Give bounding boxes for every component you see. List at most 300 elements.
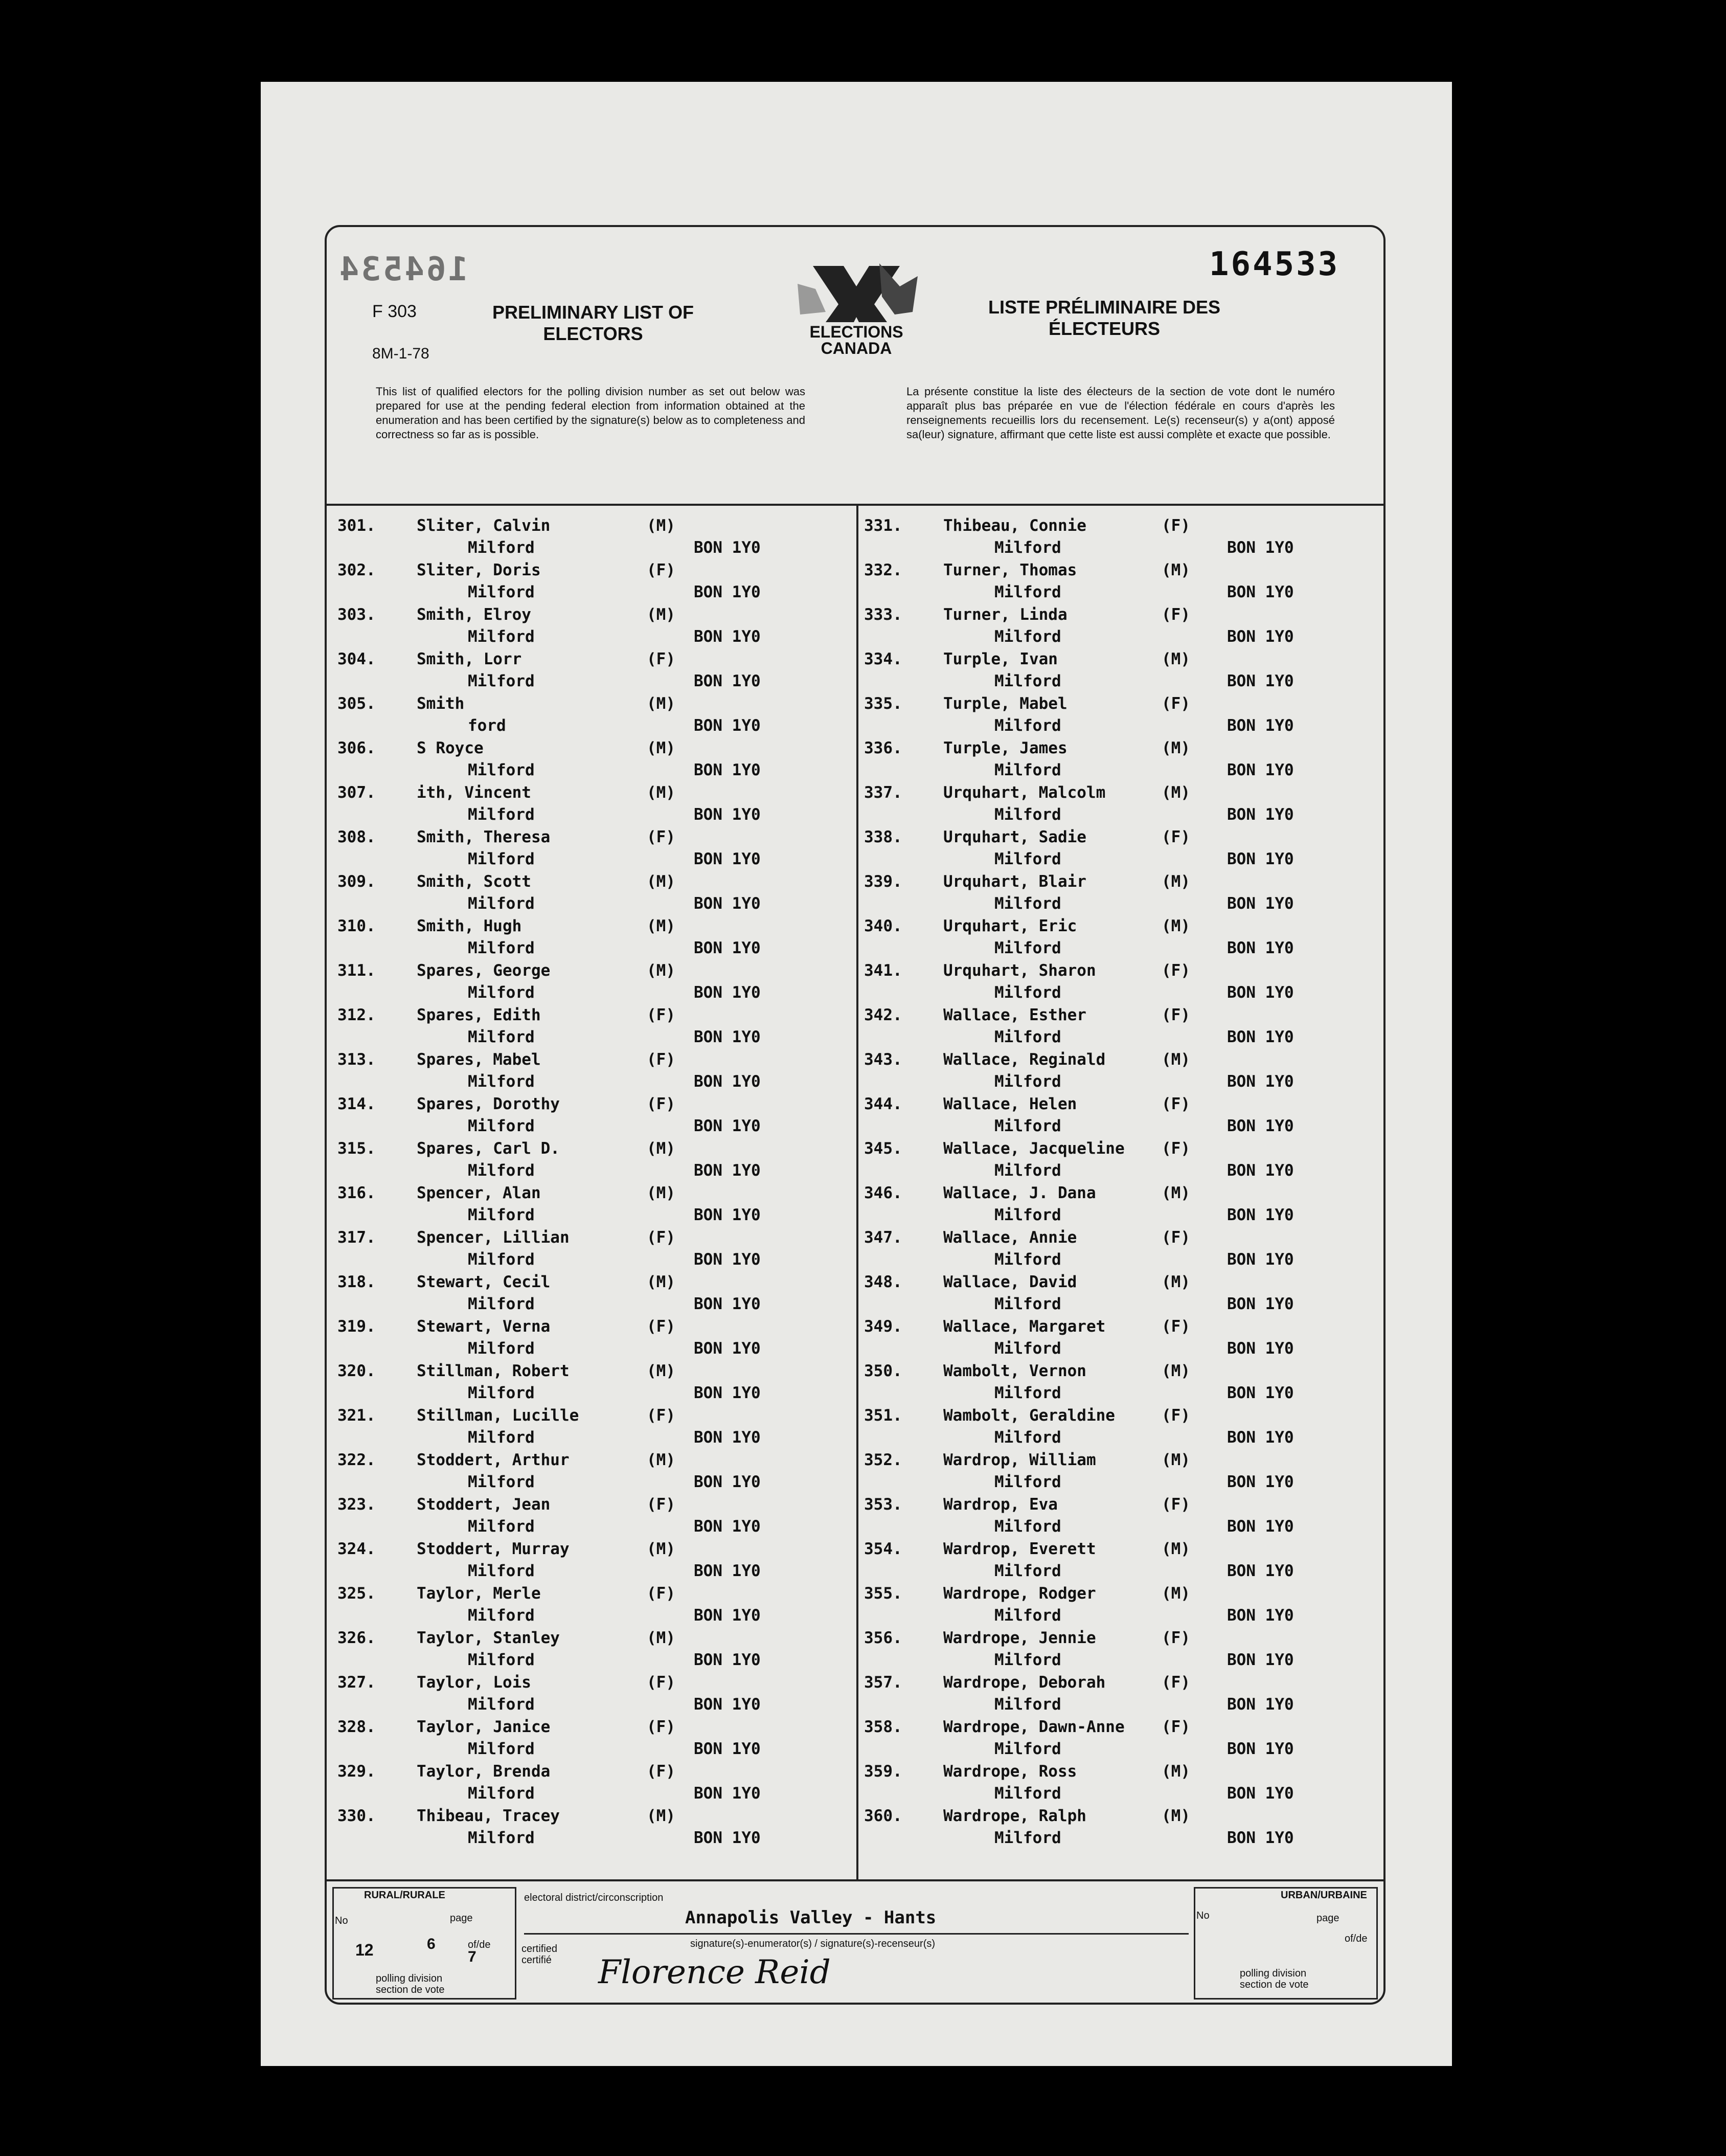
elector-entry <box>864 1629 1380 1673</box>
entry-town: Milford <box>994 761 1061 779</box>
entry-number: 317. <box>337 1228 376 1247</box>
entry-town: Milford <box>994 894 1061 913</box>
entry-town: Milford <box>468 1295 535 1313</box>
entry-number: 313. <box>337 1050 376 1069</box>
entry-sex: (M) <box>647 1451 675 1469</box>
entry-number: 326. <box>337 1629 376 1647</box>
elector-entry <box>337 1495 849 1540</box>
entry-postal-code: BON 1Y0 <box>694 761 761 779</box>
entry-number: 347. <box>864 1228 902 1247</box>
entry-number: 330. <box>337 1807 376 1825</box>
elector-entry <box>864 783 1380 828</box>
entry-postal-code: BON 1Y0 <box>1227 1517 1294 1536</box>
entry-postal-code: BON 1Y0 <box>694 1784 761 1803</box>
elector-entry <box>864 1184 1380 1228</box>
entry-name: Urquhart, Malcolm <box>943 783 1106 802</box>
entry-town: Milford <box>468 894 535 913</box>
entry-number: 360. <box>864 1807 902 1825</box>
district-underline <box>524 1933 1189 1935</box>
entry-sex: (M) <box>647 739 675 757</box>
entry-postal-code: BON 1Y0 <box>1227 805 1294 824</box>
elector-entry <box>337 1362 849 1406</box>
urban-no-label: No <box>1196 1910 1210 1921</box>
header-divider <box>325 504 1386 506</box>
entry-town: Milford <box>468 1072 535 1091</box>
elector-entry <box>337 828 849 872</box>
entry-number: 328. <box>337 1718 376 1736</box>
entry-postal-code: BON 1Y0 <box>694 1295 761 1313</box>
entry-number: 315. <box>337 1139 376 1158</box>
elector-entry <box>337 1673 849 1718</box>
entry-postal-code: BON 1Y0 <box>694 1562 761 1580</box>
elector-entry <box>864 650 1380 694</box>
entry-sex: (F) <box>1162 516 1190 535</box>
entry-postal-code: BON 1Y0 <box>694 1117 761 1135</box>
entry-town: Milford <box>994 1651 1061 1669</box>
title-french: LISTE PRÉLIMINAIRE DES ÉLECTEURS <box>988 297 1221 339</box>
entry-name: Urquhart, Blair <box>943 872 1086 891</box>
entry-name: Spares, George <box>417 961 551 980</box>
entry-number: 358. <box>864 1718 902 1736</box>
entry-name: Taylor, Stanley <box>417 1629 560 1647</box>
entry-sex: (F) <box>647 1762 675 1781</box>
entry-number: 353. <box>864 1495 902 1514</box>
entry-postal-code: BON 1Y0 <box>694 939 761 957</box>
form-date: 8M-1-78 <box>372 345 429 362</box>
entry-number: 305. <box>337 694 376 713</box>
elector-entry <box>337 1584 849 1629</box>
entry-number: 348. <box>864 1273 902 1291</box>
entry-postal-code: BON 1Y0 <box>1227 672 1294 690</box>
elector-entry <box>864 516 1380 561</box>
entry-town: Milford <box>468 1117 535 1135</box>
entry-town: Milford <box>468 538 535 557</box>
entry-number: 351. <box>864 1406 902 1425</box>
entry-number: 345. <box>864 1139 902 1158</box>
elector-entry <box>864 694 1380 739</box>
entry-sex: (M) <box>647 1807 675 1825</box>
entry-number: 309. <box>337 872 376 891</box>
entry-number: 303. <box>337 605 376 624</box>
entry-postal-code: BON 1Y0 <box>1227 716 1294 735</box>
entry-postal-code: BON 1Y0 <box>694 1072 761 1091</box>
entry-number: 333. <box>864 605 902 624</box>
entry-postal-code: BON 1Y0 <box>1227 1117 1294 1135</box>
entry-number: 336. <box>864 739 902 757</box>
entry-postal-code: BON 1Y0 <box>694 1651 761 1669</box>
entry-town: Milford <box>994 1473 1061 1491</box>
elector-entry <box>337 1762 849 1807</box>
entry-number: 342. <box>864 1006 902 1024</box>
entry-town: Milford <box>994 1117 1061 1135</box>
entry-sex: (M) <box>647 1540 675 1558</box>
elector-entry <box>337 516 849 561</box>
entry-postal-code: BON 1Y0 <box>1227 894 1294 913</box>
entry-town: Milford <box>468 1428 535 1447</box>
elector-entry <box>337 1050 849 1095</box>
entry-town: Milford <box>468 1695 535 1714</box>
entry-sex: (F) <box>1162 828 1190 846</box>
entry-sex: (M) <box>1162 1540 1190 1558</box>
intro-french: La présente constitue la liste des électeurs de la section de vote dont le numéro apparaît plus bas préparée en vue de l'élection fédérale en cours d'après les renseignements recueillis lors du recensement. Le(s) recenseur(s) y a(ont) apposé sa(leur) signature, affirmant que cette liste est aussi complète et exacte que possible. <box>906 385 1335 441</box>
entry-sex: (F) <box>647 1228 675 1247</box>
entry-postal-code: BON 1Y0 <box>1227 1829 1294 1847</box>
entry-name: Smith, Hugh <box>417 917 522 935</box>
entry-sex: (F) <box>1162 1139 1190 1158</box>
entry-postal-code: BON 1Y0 <box>1227 583 1294 601</box>
entry-sex: (F) <box>647 1406 675 1425</box>
entry-sex: (F) <box>1162 1495 1190 1514</box>
entry-town: Milford <box>994 1784 1061 1803</box>
entry-number: 316. <box>337 1184 376 1202</box>
entry-sex: (F) <box>1162 1228 1190 1247</box>
entry-sex: (M) <box>1162 1807 1190 1825</box>
entry-name: Urquhart, Eric <box>943 917 1077 935</box>
entry-number: 349. <box>864 1317 902 1336</box>
entry-town: Milford <box>468 1473 535 1491</box>
entry-name: Wardrop, William <box>943 1451 1096 1469</box>
entry-number: 304. <box>337 650 376 668</box>
entry-town: Milford <box>468 1028 535 1046</box>
entry-town: Milford <box>994 1161 1061 1180</box>
entry-name: Wallace, Jacqueline <box>943 1139 1125 1158</box>
elector-entry <box>337 1451 849 1495</box>
entry-postal-code: BON 1Y0 <box>694 627 761 646</box>
elector-entry <box>337 1184 849 1228</box>
entry-sex: (F) <box>1162 1317 1190 1336</box>
district-name: Annapolis Valley - Hants <box>685 1907 937 1928</box>
urban-label: URBAN/URBAINE <box>1281 1890 1367 1901</box>
entry-sex: (M) <box>647 605 675 624</box>
entry-postal-code: BON 1Y0 <box>1227 1740 1294 1758</box>
urban-polling-label: polling division section de vote <box>1240 1968 1309 1990</box>
entry-postal-code: BON 1Y0 <box>694 583 761 601</box>
entry-sex: (F) <box>1162 694 1190 713</box>
entry-town: Milford <box>468 1740 535 1758</box>
entry-name: Wardrop, Eva <box>943 1495 1058 1514</box>
elector-entry <box>864 1095 1380 1139</box>
logo-text-line1: ELECTIONS <box>809 323 903 341</box>
entry-postal-code: BON 1Y0 <box>694 538 761 557</box>
elector-entry <box>864 828 1380 872</box>
elector-entry <box>864 1006 1380 1050</box>
entry-number: 318. <box>337 1273 376 1291</box>
entry-town: Milford <box>468 672 535 690</box>
entry-postal-code: BON 1Y0 <box>694 1161 761 1180</box>
elector-entry <box>864 561 1380 605</box>
entry-postal-code: BON 1Y0 <box>694 1695 761 1714</box>
entry-name: Wardrop, Everett <box>943 1540 1096 1558</box>
entry-town: Milford <box>468 1250 535 1269</box>
entry-sex: (F) <box>647 1095 675 1113</box>
entry-sex: (M) <box>1162 1362 1190 1380</box>
entry-name: Smith, Theresa <box>417 828 551 846</box>
elector-entry <box>864 1228 1380 1273</box>
entry-postal-code: BON 1Y0 <box>1227 1250 1294 1269</box>
entry-name: Stewart, Cecil <box>417 1273 551 1291</box>
entry-number: 332. <box>864 561 902 579</box>
entry-town: Milford <box>468 939 535 957</box>
elector-entry <box>864 1718 1380 1762</box>
enumerator-signature: Florence Reid <box>598 1953 831 1991</box>
entry-postal-code: BON 1Y0 <box>1227 1651 1294 1669</box>
elector-entry <box>864 1139 1380 1184</box>
elector-entry <box>337 739 849 783</box>
entry-name: Wallace, Helen <box>943 1095 1077 1113</box>
entry-town: Milford <box>994 1695 1061 1714</box>
entry-postal-code: BON 1Y0 <box>694 1339 761 1358</box>
entry-name: Wardrope, Ralph <box>943 1807 1086 1825</box>
entry-postal-code: BON 1Y0 <box>1227 983 1294 1002</box>
entry-town: Milford <box>994 1384 1061 1402</box>
serial-number-ghost: 164534 <box>337 251 468 288</box>
entry-town: Milford <box>994 1339 1061 1358</box>
entry-sex: (M) <box>1162 561 1190 579</box>
entry-name: Spares, Edith <box>417 1006 541 1024</box>
entry-postal-code: BON 1Y0 <box>1227 1695 1294 1714</box>
entry-postal-code: BON 1Y0 <box>1227 1339 1294 1358</box>
entry-sex: (M) <box>1162 1273 1190 1291</box>
entry-town: Milford <box>468 627 535 646</box>
entry-postal-code: BON 1Y0 <box>694 1028 761 1046</box>
entry-postal-code: BON 1Y0 <box>694 1428 761 1447</box>
entry-name: Spares, Mabel <box>417 1050 541 1069</box>
entry-name: Wallace, Annie <box>943 1228 1077 1247</box>
entry-town: Milford <box>994 627 1061 646</box>
elector-entry <box>337 605 849 650</box>
entry-name: Wardrope, Dawn-Anne <box>943 1718 1125 1736</box>
district-label: electoral district/circonscription <box>524 1892 664 1903</box>
entry-town: Milford <box>994 1740 1061 1758</box>
elector-entry <box>864 1762 1380 1807</box>
elector-entry <box>864 739 1380 783</box>
entry-town: Milford <box>994 716 1061 735</box>
entry-name: Wambolt, Vernon <box>943 1362 1086 1380</box>
entry-number: 319. <box>337 1317 376 1336</box>
page-number: 6 <box>427 1936 436 1952</box>
entry-sex: (M) <box>1162 872 1190 891</box>
entry-town: Milford <box>468 583 535 601</box>
entry-name: Wallace, J. Dana <box>943 1184 1096 1202</box>
entry-town: Milford <box>994 939 1061 957</box>
entry-sex: (M) <box>647 961 675 980</box>
entry-number: 346. <box>864 1184 902 1202</box>
entry-number: 329. <box>337 1762 376 1781</box>
title-english: PRELIMINARY LIST OF ELECTORS <box>492 302 694 344</box>
entry-postal-code: BON 1Y0 <box>1227 627 1294 646</box>
entry-town: Milford <box>994 1295 1061 1313</box>
entry-town: ford <box>468 716 506 735</box>
entry-postal-code: BON 1Y0 <box>1227 1384 1294 1402</box>
entry-sex: (M) <box>1162 1050 1190 1069</box>
entry-town: Milford <box>994 1028 1061 1046</box>
entry-town: Milford <box>468 983 535 1002</box>
entry-name: Stoddert, Arthur <box>417 1451 570 1469</box>
entry-town: Milford <box>994 1829 1061 1847</box>
entry-number: 311. <box>337 961 376 980</box>
entry-name: Urquhart, Sharon <box>943 961 1096 980</box>
elector-entry <box>864 1273 1380 1317</box>
entry-name: Smith, Scott <box>417 872 531 891</box>
elector-entry <box>864 1317 1380 1362</box>
elector-entry <box>337 961 849 1006</box>
entry-name: Smith <box>417 694 465 713</box>
entry-postal-code: BON 1Y0 <box>1227 1473 1294 1491</box>
entry-name: Urquhart, Sadie <box>943 828 1086 846</box>
entry-number: 306. <box>337 739 376 757</box>
elector-entry <box>864 1673 1380 1718</box>
elector-entry <box>337 1139 849 1184</box>
entry-name: Wardrope, Deborah <box>943 1673 1106 1692</box>
entry-postal-code: BON 1Y0 <box>1227 1295 1294 1313</box>
entry-number: 302. <box>337 561 376 579</box>
entry-sex: (M) <box>647 1273 675 1291</box>
entry-town: Milford <box>468 1606 535 1625</box>
entry-name: Stoddert, Jean <box>417 1495 551 1514</box>
entry-town: Milford <box>994 1606 1061 1625</box>
entry-sex: (F) <box>1162 1718 1190 1736</box>
elector-entry <box>337 561 849 605</box>
entry-name: Smith, Elroy <box>417 605 531 624</box>
entry-number: 350. <box>864 1362 902 1380</box>
entry-town: Milford <box>468 1161 535 1180</box>
entry-number: 331. <box>864 516 902 535</box>
entry-town: Milford <box>468 850 535 868</box>
entry-town: Milford <box>994 1072 1061 1091</box>
entry-postal-code: BON 1Y0 <box>1227 1028 1294 1046</box>
entry-postal-code: BON 1Y0 <box>1227 761 1294 779</box>
entry-sex: (F) <box>647 1006 675 1024</box>
entry-sex: (M) <box>647 694 675 713</box>
entry-town: Milford <box>468 1206 535 1224</box>
entry-sex: (F) <box>647 1718 675 1736</box>
entry-postal-code: BON 1Y0 <box>1227 1784 1294 1803</box>
rural-page-label: page <box>450 1913 473 1924</box>
entry-town: Milford <box>994 1562 1061 1580</box>
entry-number: 310. <box>337 917 376 935</box>
entry-number: 343. <box>864 1050 902 1069</box>
entry-name: Turple, James <box>943 739 1068 757</box>
entry-name: Spares, Carl D. <box>417 1139 560 1158</box>
entry-postal-code: BON 1Y0 <box>1227 1161 1294 1180</box>
entry-name: Wambolt, Geraldine <box>943 1406 1115 1425</box>
elector-entry <box>337 650 849 694</box>
elector-entry <box>337 1095 849 1139</box>
entry-name: Wardrope, Ross <box>943 1762 1077 1781</box>
entry-name: Sliter, Calvin <box>417 516 551 535</box>
entry-town: Milford <box>468 1339 535 1358</box>
entry-postal-code: BON 1Y0 <box>1227 850 1294 868</box>
entry-postal-code: BON 1Y0 <box>1227 1428 1294 1447</box>
entry-sex: (F) <box>1162 605 1190 624</box>
logo-mark-icon <box>777 256 936 363</box>
entry-sex: (F) <box>1162 961 1190 980</box>
entry-number: 337. <box>864 783 902 802</box>
entry-number: 324. <box>337 1540 376 1558</box>
entry-name: Wallace, Margaret <box>943 1317 1106 1336</box>
entry-sex: (F) <box>1162 1673 1190 1692</box>
entry-name: Turple, Mabel <box>943 694 1068 713</box>
entry-number: 356. <box>864 1629 902 1647</box>
entry-postal-code: BON 1Y0 <box>1227 1562 1294 1580</box>
elector-entry <box>337 1540 849 1584</box>
entry-sex: (F) <box>647 650 675 668</box>
entry-town: Milford <box>994 583 1061 601</box>
entry-number: 322. <box>337 1451 376 1469</box>
entry-sex: (M) <box>647 783 675 802</box>
entry-sex: (M) <box>647 1629 675 1647</box>
entry-number: 325. <box>337 1584 376 1603</box>
entry-sex: (M) <box>1162 1762 1190 1781</box>
entry-number: 320. <box>337 1362 376 1380</box>
entry-town: Milford <box>994 1428 1061 1447</box>
entry-name: Stillman, Lucille <box>417 1406 579 1425</box>
elector-entry <box>864 1451 1380 1495</box>
entry-sex: (F) <box>647 828 675 846</box>
elector-entry <box>864 1406 1380 1451</box>
entry-sex: (F) <box>1162 1095 1190 1113</box>
form-number: F 303 <box>372 302 417 321</box>
entry-sex: (M) <box>647 1184 675 1202</box>
entry-sex: (M) <box>647 516 675 535</box>
elector-entry <box>337 1228 849 1273</box>
elector-entry <box>864 1495 1380 1540</box>
entry-number: 321. <box>337 1406 376 1425</box>
entry-sex: (M) <box>1162 1451 1190 1469</box>
entry-name: Wardrope, Rodger <box>943 1584 1096 1603</box>
entry-postal-code: BON 1Y0 <box>1227 1606 1294 1625</box>
entry-sex: (F) <box>1162 1629 1190 1647</box>
elector-entry <box>864 917 1380 961</box>
entry-name: Thibeau, Connie <box>943 516 1086 535</box>
entry-name: S Royce <box>417 739 484 757</box>
entry-name: Taylor, Lois <box>417 1673 531 1692</box>
entry-name: Thibeau, Tracey <box>417 1807 560 1825</box>
entry-postal-code: BON 1Y0 <box>1227 1206 1294 1224</box>
entry-sex: (F) <box>647 1050 675 1069</box>
entry-town: Milford <box>468 1651 535 1669</box>
entry-number: 355. <box>864 1584 902 1603</box>
entry-number: 341. <box>864 961 902 980</box>
entry-number: 344. <box>864 1095 902 1113</box>
entry-postal-code: BON 1Y0 <box>694 1829 761 1847</box>
entry-name: Wardrope, Jennie <box>943 1629 1096 1647</box>
entry-number: 334. <box>864 650 902 668</box>
entry-postal-code: BON 1Y0 <box>1227 939 1294 957</box>
entry-sex: (M) <box>1162 783 1190 802</box>
elector-entry <box>337 1317 849 1362</box>
elector-entry <box>337 1718 849 1762</box>
entry-town: Milford <box>994 672 1061 690</box>
entry-number: 312. <box>337 1006 376 1024</box>
entry-sex: (F) <box>647 1317 675 1336</box>
column-divider <box>856 506 858 1881</box>
entry-postal-code: BON 1Y0 <box>694 672 761 690</box>
elector-entry <box>864 1807 1380 1851</box>
entry-postal-code: BON 1Y0 <box>694 894 761 913</box>
entry-postal-code: BON 1Y0 <box>694 805 761 824</box>
electors-column-right <box>864 516 1380 1851</box>
entry-sex: (M) <box>647 1362 675 1380</box>
entry-sex: (M) <box>1162 739 1190 757</box>
entry-number: 314. <box>337 1095 376 1113</box>
entry-name: Turple, Ivan <box>943 650 1058 668</box>
serial-number: 164533 <box>1209 245 1340 283</box>
entry-town: Milford <box>994 538 1061 557</box>
entry-sex: (F) <box>647 1584 675 1603</box>
entry-number: 359. <box>864 1762 902 1781</box>
elector-entry <box>337 1629 849 1673</box>
